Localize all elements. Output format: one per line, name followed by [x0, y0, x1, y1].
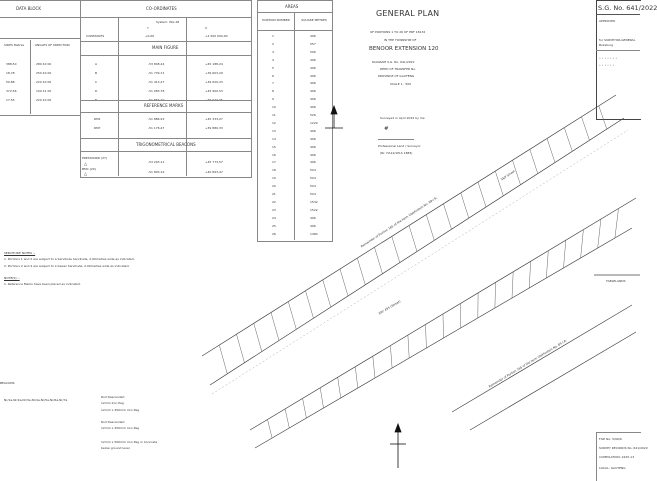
portion-boundary	[530, 149, 538, 173]
areas-square-metres: 557	[310, 42, 316, 46]
north-arrow-icon	[325, 106, 343, 128]
areas-square-metres: 496	[310, 216, 316, 220]
servitude-notes-title: SERVITUDE NOTES :-	[4, 251, 35, 255]
portion-boundary	[564, 128, 572, 152]
areas-square-metres: 526	[310, 113, 316, 117]
portion-boundary	[495, 171, 503, 196]
portion-boundary	[599, 106, 607, 129]
areas-square-metres: 496	[310, 34, 316, 38]
portion-boundary	[478, 182, 486, 207]
data-block-col-header: SIDES Metres	[4, 43, 24, 47]
tablelands-label: TABLELANDS	[606, 279, 626, 283]
portion-boundary	[582, 117, 590, 141]
portion-boundary	[547, 139, 555, 163]
surveyor-signature: #	[384, 126, 389, 132]
main-row-y: -51 083,78	[148, 89, 164, 93]
areas-square-metres: 496	[310, 66, 316, 70]
portion-boundary	[303, 398, 307, 418]
road-label-upper: Remainder of Portion 165 of the farm Vlakfontein No. 69-I.R.	[360, 196, 438, 249]
areas-portion-number: 14	[272, 137, 276, 141]
general-note: 1. Reference Marks have been placed as indicated.	[4, 282, 81, 286]
general-plan-province: PROVINCE OF GAUTENG	[378, 74, 414, 78]
general-plan-title: GENERAL PLAN	[376, 9, 439, 18]
main-row-y: -53 848,24	[148, 62, 164, 66]
areas-portion-number: 11	[272, 113, 276, 117]
areas-square-metres: 496	[310, 160, 316, 164]
sg-scribble: • • • • • •	[599, 63, 614, 67]
portion-boundary	[392, 236, 400, 262]
areas-col-header: PORTION NUMBER	[260, 18, 292, 22]
survey-records: SURVEY RECORDS No. 641/2022	[599, 446, 648, 450]
servitude-note: 1. Portions 1 and 2 are subject to a Servitude Servitude, 2,00metres wide as indicated.	[4, 257, 135, 261]
compilation: COMPILATION: 2225-13	[599, 455, 634, 459]
areas-portion-number: 19	[272, 176, 276, 180]
areas-portion-number: 18	[272, 168, 276, 172]
coordinates-x-label: X	[205, 26, 207, 30]
coordinates-constant: +0,00	[145, 34, 154, 38]
main-row-label: D	[95, 89, 97, 93]
areas-square-metres: 1220	[310, 121, 318, 125]
servitude-line	[212, 130, 628, 394]
north-arrow-icon	[390, 424, 406, 468]
servitude-note: 2. Portions 2 and 4 are subject to a Sewer Servitude, 2,00metres wide as indicated.	[4, 264, 129, 268]
portion-boundary	[268, 420, 273, 439]
portion-boundary	[408, 335, 409, 358]
main-row-y: -51 863,20	[148, 98, 164, 102]
sg-signer-city: Boksburg	[599, 43, 613, 47]
general-plan-township-line: IN THE TOWNSHIP OF	[384, 38, 416, 42]
portion-boundary	[320, 388, 323, 408]
areas-square-metres: 504	[310, 192, 316, 196]
lower-road	[452, 305, 632, 412]
portion-boundary	[306, 291, 314, 319]
portion-boundary	[615, 209, 619, 239]
legend-item: 12mm x 500mm Iron Peg in Concrete	[101, 440, 157, 444]
portion-boundary	[340, 269, 348, 296]
areas-square-metres: 506	[310, 50, 316, 54]
portion-boundary	[254, 323, 262, 351]
areas-portion-number: 8	[272, 89, 274, 93]
main-row-y: -51 413,27	[148, 80, 164, 84]
ref-row-label: RM1	[94, 117, 101, 121]
portion-boundary	[426, 215, 434, 241]
general-plan-deed: DEED OF TRANSFER No.	[380, 67, 416, 71]
areas-square-metres: 496	[310, 153, 316, 157]
legend-item: 12mm x 450mm Iron Peg	[101, 426, 139, 430]
legend-item: 12mm x 450mm Iron Peg	[101, 408, 139, 412]
reference-marks-title: REFERENCE MARKS	[144, 103, 183, 108]
data-block-cell: 220 40 00	[36, 98, 51, 102]
surveyor-reg: (Nr. HA12/1PLS 1883)	[380, 151, 412, 155]
areas-square-metres: 1522	[310, 208, 318, 212]
main-figure-title: MAIN FIGURE	[152, 45, 178, 50]
areas-portion-number: 26	[272, 232, 276, 236]
main-row-label: A	[95, 62, 97, 66]
sg-number: S.G. No. 641/2022	[598, 4, 657, 12]
data-block-cell: 100 41 00	[36, 89, 51, 93]
portion-boundary	[357, 258, 365, 285]
areas-square-metres: 504	[310, 184, 316, 188]
portion-boundary	[355, 367, 358, 388]
main-row-label: C	[95, 80, 97, 84]
areas-portion-number: 3	[272, 50, 274, 54]
portion-boundary	[598, 219, 601, 248]
areas-portion-number: 2	[272, 42, 274, 46]
areas-portion-number: 9	[272, 97, 274, 101]
areas-portion-number: 17	[272, 160, 276, 164]
areas-portion-number: 6	[272, 74, 274, 78]
areas-portion-number: 25	[272, 224, 276, 228]
beacon-row-x: +45 773,57	[205, 160, 223, 164]
main-row-label: E	[95, 98, 97, 102]
ref-row-x: +39 880,33	[205, 126, 223, 130]
portion-boundary	[288, 302, 296, 330]
areas-portion-number: 21	[272, 192, 276, 196]
areas-square-metres: 1532	[310, 200, 318, 204]
erf-label: ERF 455 (Street)	[378, 299, 401, 315]
coordinates-constant: +2 500 000,00	[205, 34, 228, 38]
portion-boundary	[564, 240, 566, 268]
main-row-x: +39 620,23	[205, 80, 223, 84]
beacon-row-x: +40 893,47	[205, 170, 223, 174]
portion-boundary	[390, 346, 392, 368]
ref-row-label: RM7	[94, 126, 101, 130]
portion-boundary	[546, 251, 548, 278]
beacon-row-label: PRESTANDR (27)	[82, 156, 107, 160]
areas-portion-number: 20	[272, 184, 276, 188]
areas-portion-number: 22	[272, 200, 276, 204]
sg-approved: APPROVED	[599, 19, 615, 23]
data-block-cell: 372,56	[6, 89, 17, 93]
beacon-row-label: BMC (20)	[82, 167, 96, 171]
areas-portion-number: 16	[272, 153, 276, 157]
coordinates-constants-label: CONSTANTS	[86, 34, 104, 38]
main-row-label: B	[95, 71, 97, 75]
main-row-x: +45 900,53	[205, 89, 223, 93]
portion-boundary	[461, 193, 469, 218]
areas-portion-number: 7	[272, 81, 274, 85]
portion-boundary	[581, 230, 584, 258]
coordinates-system: System: WG 28	[156, 20, 179, 24]
areas-title: AREAS	[285, 4, 298, 9]
main-row-x: +45 188,24	[205, 62, 223, 66]
legend-item: Rod Descended	[101, 420, 124, 424]
main-row-x: +45 523,05	[205, 98, 223, 102]
areas-square-metres: 496	[310, 137, 316, 141]
legend-item: below ground level	[101, 446, 130, 450]
areas-portion-number: 12	[272, 121, 276, 125]
portion-lots	[219, 106, 618, 438]
sg-signer-role: for SURVEYOR-GENERAL	[599, 38, 635, 42]
areas-square-metres: 496	[310, 89, 316, 93]
areas-square-metres: 496	[310, 145, 316, 149]
areas-portion-number: 15	[272, 145, 276, 149]
ref-row-y: -51 886,93	[148, 117, 164, 121]
coordinates-y-label: Y	[147, 26, 149, 30]
areas-square-metres: 496	[310, 58, 316, 62]
general-plan-of: OF PORTIONS 1 TO 26 OF ERF 18132	[370, 30, 425, 34]
areas-square-metres: 496	[310, 97, 316, 101]
beacon-row-y: -53 293,11	[148, 160, 164, 164]
data-block-title: DATA BLOCK	[16, 6, 41, 11]
portion-boundary	[529, 261, 531, 288]
areas-portion-number: 24	[272, 216, 276, 220]
main-row-y: -51 739,71	[148, 71, 164, 75]
areas-square-metres: 504	[310, 168, 316, 172]
areas-portion-number: 5	[272, 66, 274, 70]
areas-portion-number: 1	[272, 34, 274, 38]
portion-boundary	[409, 226, 417, 252]
areas-square-metres: 1484	[310, 232, 318, 236]
portion-boundary	[237, 334, 245, 363]
areas-portion-number: 10	[272, 105, 276, 109]
road-label-lower: Remainder of Portion 165 of the farm Vlakfontein No. 69-I.R.	[488, 338, 568, 388]
data-block-cell: 250 40 00	[36, 71, 51, 75]
portion-boundary	[426, 325, 427, 349]
portion-boundary	[285, 409, 289, 428]
portion-boundary	[338, 377, 341, 398]
legend-item: 12mm Iron Peg	[101, 401, 124, 405]
data-block-cell: 388,50	[6, 62, 17, 66]
portion-boundary	[271, 313, 279, 341]
areas-square-metres: 504	[310, 176, 316, 180]
areas-square-metres: 496	[310, 224, 316, 228]
sg-scribble: • • • • • • •	[599, 56, 617, 60]
portion-boundary	[512, 272, 513, 298]
surveyed-line: Surveyed in April 2022 by me	[380, 116, 425, 120]
portion-boundary	[375, 247, 383, 273]
areas-square-metres: 496	[310, 81, 316, 85]
surveyor-title: Professional Land / Surveyor	[378, 144, 421, 148]
ref-row-x: +45 333,27	[205, 117, 223, 121]
portion-boundary	[219, 345, 227, 374]
portion-boundary	[373, 356, 375, 378]
data-block-cell: 220 40 00	[36, 80, 51, 84]
areas-square-metres: 496	[310, 105, 316, 109]
portion-boundary	[443, 314, 444, 338]
data-block-col-header: ANGLES OF DIRECTION	[35, 43, 70, 47]
beacons-note-list: Nr/1a,Nr/2a,Nr/3a,Nr/4a,Nr/5a,Nr/6a,Nr/7a	[4, 398, 67, 402]
general-plan-township: BENOOR EXTENSION 120	[369, 46, 439, 52]
areas-portion-number: 23	[272, 208, 276, 212]
portion-boundary	[444, 204, 452, 230]
data-block-cell: 280 40 00	[36, 62, 51, 66]
data-block-cell: 17,55	[6, 98, 15, 102]
data-block-cell: 50,88	[6, 80, 15, 84]
triangle-icon: △	[84, 171, 87, 176]
beacons-note-title: BEACONS	[0, 381, 15, 385]
file-number: FILE No. 5/99/6	[599, 437, 622, 441]
beacon-row-y: -51 893,19	[148, 170, 164, 174]
ref-row-y: -51 176,47	[148, 126, 164, 130]
main-row-x: +39 603,29	[205, 71, 223, 75]
areas-col-header: SQUARE METRES	[298, 18, 330, 22]
portion-boundary	[495, 282, 496, 308]
legend-item: Rod Descended	[101, 395, 124, 399]
portion-boundary	[323, 280, 331, 307]
areas-square-metres: 496	[310, 74, 316, 78]
areas-square-metres: 496	[310, 129, 316, 133]
triangle-icon: △	[84, 161, 87, 166]
areas-portion-number: 13	[272, 129, 276, 133]
coordinates-title: CO-ORDINATES	[146, 6, 177, 11]
data-block-cell: 18,78	[6, 71, 15, 75]
street-label: S&P Street	[500, 169, 516, 181]
general-plan-scale: SCALE 1 : 500	[390, 82, 411, 86]
locality: LOCAL: GAUTENG	[599, 466, 626, 470]
areas-portion-number: 4	[272, 58, 274, 62]
general-plan-diagram: DIAGRAM S.G. No. 641/2022	[372, 60, 414, 64]
beacons-title: TRIGONOMETRICAL BEACONS	[136, 142, 196, 147]
general-notes-title: NOTE(S) :-	[4, 276, 20, 280]
